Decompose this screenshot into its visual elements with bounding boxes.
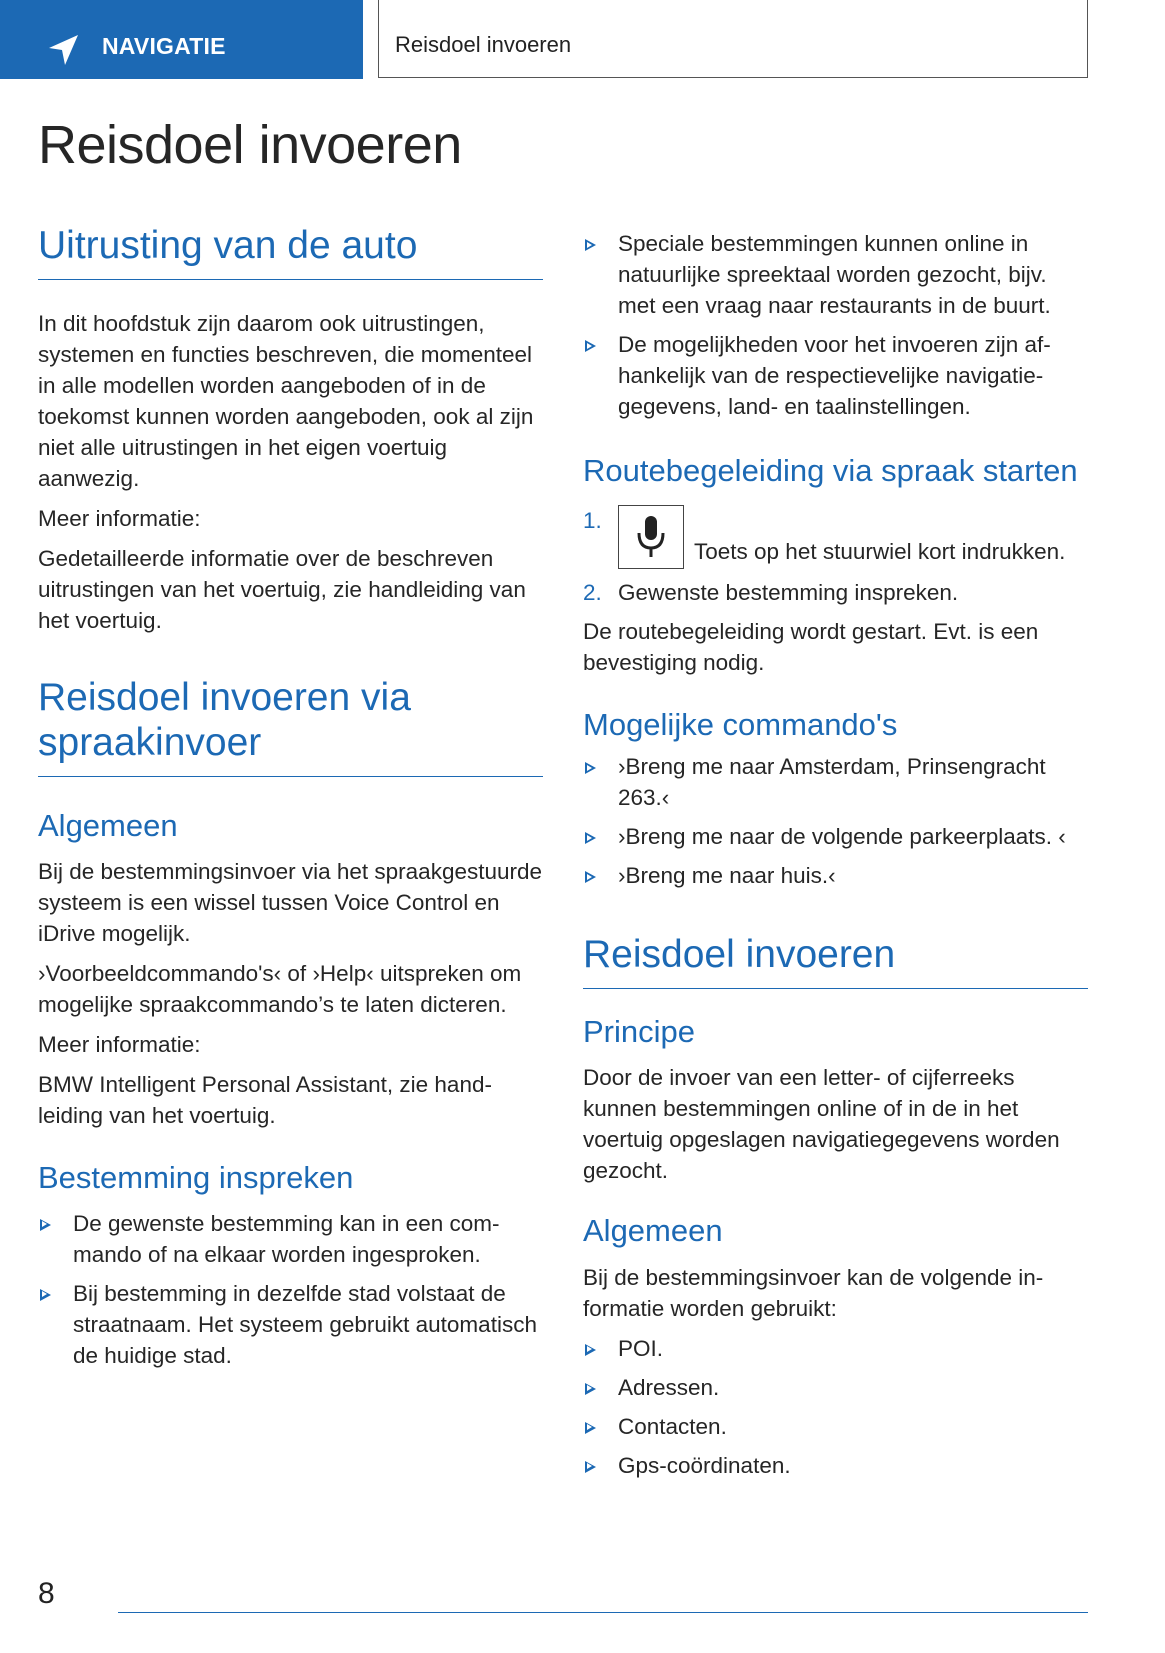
paragraph: In dit hoofdstuk zijn daarom ook uitrustingen, systemen en functies beschreven, die momenteel in alle modellen worden aangeboden of in de toekomst kunnen worden aangeboden, ook al zijn niet alle uitrustingen in het eigen voertuig aanwezig. xyxy=(38,310,534,491)
right-column xyxy=(583,228,1088,1489)
paragraph: De routebegeleiding wordt gestart. Evt. is een bevestiging nodig. xyxy=(583,619,1039,676)
list-item: ›Breng me naar huis.‹ xyxy=(583,860,1088,891)
paragraph: Meer informatie: xyxy=(38,1031,201,1057)
paragraph: Bij de bestemmingsinvoer kan de volgende informatie worden gebruikt: xyxy=(583,1264,1044,1321)
subheading: Routebegeleiding via spraak starten xyxy=(583,453,1078,488)
navigation-arrow-icon xyxy=(46,32,82,68)
list-item: POI. xyxy=(583,1333,1088,1364)
subheading: Algemeen xyxy=(38,807,178,843)
list-item: Bij bestemming in dezelfde stad volstaat de straatnaam. Het systeem gebruikt automatisch de huidige stad. xyxy=(38,1278,543,1371)
triangle-bullet-icon xyxy=(585,1383,596,1395)
step-list xyxy=(583,505,1088,608)
section-tab xyxy=(0,0,363,79)
triangle-bullet-icon xyxy=(585,340,596,352)
section-heading: Reisdoel invoeren via spraakinvoer xyxy=(38,676,543,777)
footer-divider xyxy=(118,1612,1088,1613)
bullet-list xyxy=(583,1333,1088,1481)
triangle-bullet-icon xyxy=(585,239,596,251)
step-item: 1. Toets op het stuurwiel kort indrukken. xyxy=(583,505,1088,569)
triangle-bullet-icon xyxy=(585,1344,596,1356)
section-heading: Uitrusting van de auto xyxy=(38,224,543,280)
triangle-bullet-icon xyxy=(585,1422,596,1434)
list-item: Contacten. xyxy=(583,1411,1088,1442)
list-item: De mogelijkheden voor het invoeren zijn afhankelijk van de respectievelijke navigatiegegevens, land- en taalinstellingen. xyxy=(583,329,1088,422)
triangle-bullet-icon xyxy=(585,762,596,774)
paragraph: Meer informatie: xyxy=(38,505,201,531)
bullet-list xyxy=(38,1208,543,1371)
list-item: Speciale bestemmingen kunnen online in natuurlijke spreektaal worden gezocht, bijv. met een vraag naar restaurants in de buurt. xyxy=(583,228,1088,321)
paragraph: ›Voorbeeldcommando's‹ of ›Help‹ uitspreken om mogelijke spraakcommando’s te laten dicteren. xyxy=(38,960,522,1017)
section-heading: Reisdoel invoeren xyxy=(583,933,1088,989)
paragraph: Gedetailleerde informatie over de beschreven uitrustingen van het voertuig, zie handleiding van het voertuig. xyxy=(38,545,526,633)
paragraph: Door de invoer van een letter- of cijferreeks kunnen bestemmingen online of in de in het voertuig opgeslagen navigatiegegevens worden gezocht. xyxy=(583,1065,1060,1184)
microphone-icon xyxy=(618,505,684,569)
paragraph: BMW Intelligent Personal Assistant, zie handleiding van het voertuig. xyxy=(38,1071,492,1128)
page-number: 8 xyxy=(38,1577,55,1610)
triangle-bullet-icon xyxy=(585,871,596,883)
chapter-tab xyxy=(378,0,1088,78)
triangle-bullet-icon xyxy=(40,1289,51,1301)
page-title: Reisdoel invoeren xyxy=(38,115,462,175)
step-item: 2. Gewenste bestemming inspreken. xyxy=(583,580,959,606)
subheading: Mogelijke commando's xyxy=(583,707,898,743)
bullet-list xyxy=(583,228,1088,422)
list-item: Gps-coördinaten. xyxy=(583,1450,1088,1481)
section-label: NAVIGATIE xyxy=(102,33,226,59)
triangle-bullet-icon xyxy=(585,1461,596,1473)
list-item: ›Breng me naar de volgende parkeerplaats. ‹ xyxy=(583,821,1088,852)
subheading: Bestemming inspreken xyxy=(38,1159,354,1195)
paragraph: Bij de bestemmingsinvoer via het spraakgestuurde systeem is een wissel tussen Voice Control en iDrive mogelijk. xyxy=(38,858,543,946)
triangle-bullet-icon xyxy=(40,1219,51,1231)
chapter-tab-title: Reisdoel invoeren xyxy=(395,32,572,57)
list-item: ›Breng me naar Amsterdam, Prinsengracht 263.‹ xyxy=(583,751,1088,813)
list-item: De gewenste bestemming kan in een commando of na elkaar worden ingesproken. xyxy=(38,1208,543,1270)
subheading: Principe xyxy=(583,1014,695,1050)
list-item: Adressen. xyxy=(583,1372,1088,1403)
triangle-bullet-icon xyxy=(585,832,596,844)
subheading: Algemeen xyxy=(583,1213,723,1249)
left-column xyxy=(38,224,543,1379)
command-list xyxy=(583,751,1088,891)
